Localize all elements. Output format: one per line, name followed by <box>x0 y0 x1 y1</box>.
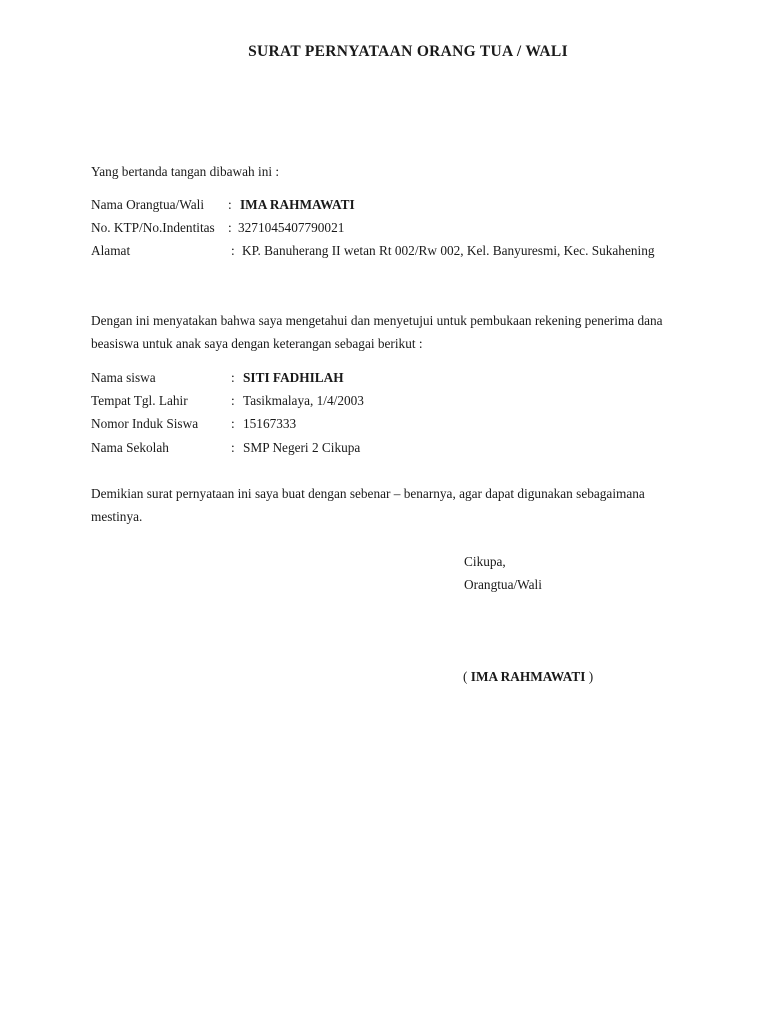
parent-id-colon: : <box>228 220 232 235</box>
signature-name: IMA RAHMAWATI <box>470 669 586 684</box>
signature-paren-close: ) <box>585 669 594 684</box>
parent-name-value: IMA RAHMAWATI <box>240 197 355 212</box>
closing-paragraph <box>91 482 711 528</box>
signature-paren-open: ( <box>463 669 471 684</box>
student-birth-value: Tasikmalaya, 1/4/2003 <box>243 393 364 408</box>
statement-line-2: beasiswa untuk anak saya dengan keterangan sebagai berikut : <box>91 336 423 351</box>
student-birth-label: Tempat Tgl. Lahir <box>91 393 188 408</box>
student-name-value: SITI FADHILAH <box>243 370 344 385</box>
student-name-colon: : <box>231 370 235 385</box>
signature-place: Cikupa, <box>464 554 506 569</box>
document-title: SURAT PERNYATAAN ORANG TUA / WALI <box>248 43 568 60</box>
student-school-colon: : <box>231 440 235 455</box>
signature-role: Orangtua/Wali <box>464 577 542 592</box>
intro-text: Yang bertanda tangan dibawah ini : <box>91 164 280 179</box>
student-nis-colon: : <box>231 416 235 431</box>
signature-name-block <box>463 669 593 685</box>
student-nis-value: 15167333 <box>243 416 297 431</box>
student-school-label: Nama Sekolah <box>91 440 169 455</box>
closing-line-2: mestinya. <box>91 509 143 524</box>
statement-line-1: Dengan ini menyatakan bahwa saya mengetahui dan menyetujui untuk pembukaan rekening penerima dana <box>91 313 663 328</box>
student-school-value: SMP Negeri 2 Cikupa <box>243 440 361 455</box>
parent-address-label: Alamat <box>91 243 131 258</box>
student-name-label: Nama siswa <box>91 370 156 385</box>
parent-address-value: KP. Banuherang II wetan Rt 002/Rw 002, Kel. Banyuresmi, Kec. Sukahening <box>242 243 655 258</box>
student-birth-colon: : <box>231 393 235 408</box>
parent-address-colon: : <box>231 243 235 258</box>
student-nis-label: Nomor Induk Siswa <box>91 416 199 431</box>
closing-line-1: Demikian surat pernyataan ini saya buat dengan sebenar – benarnya, agar dapat digunakan sebagaimana <box>91 486 645 501</box>
parent-id-label: No. KTP/No.Indentitas <box>91 220 215 235</box>
parent-name-label: Nama Orangtua/Wali <box>91 197 205 212</box>
statement-paragraph <box>91 309 711 355</box>
parent-name-colon: : <box>228 197 232 212</box>
parent-id-value: 3271045407790021 <box>238 220 345 235</box>
